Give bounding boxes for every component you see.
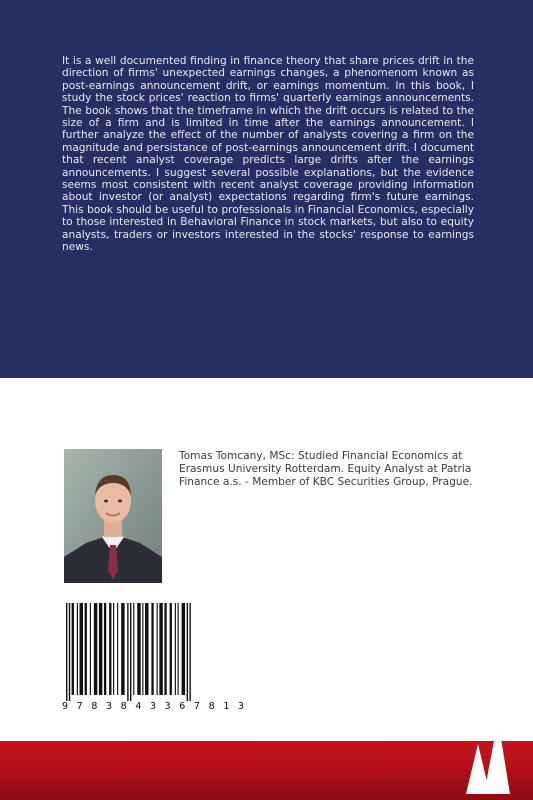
barcode-bar — [109, 603, 111, 695]
barcode-bar — [142, 603, 143, 695]
barcode-bar — [175, 603, 176, 695]
barcode-bar — [189, 603, 190, 701]
isbn-digit: 8 — [208, 701, 215, 712]
barcode-bar — [127, 603, 128, 701]
barcode-bar — [99, 603, 102, 695]
barcode-bar — [170, 603, 172, 695]
isbn-digit: 4 — [135, 701, 142, 712]
barcode-bar — [133, 603, 134, 695]
barcode-bar — [90, 603, 91, 695]
isbn-digit: 3 — [105, 701, 112, 712]
isbn-barcode — [58, 601, 246, 713]
barcode-bar — [66, 603, 67, 701]
barcode-bar — [145, 603, 148, 695]
barcode-bar — [121, 603, 124, 695]
barcode-bar — [117, 603, 118, 695]
barcode-bar — [113, 603, 114, 695]
barcode-bar — [80, 603, 83, 695]
barcode-bar — [104, 603, 106, 695]
barcode-bar — [157, 603, 158, 695]
isbn-number — [58, 701, 246, 713]
book-blurb: It is a well documented finding in finance theory that share prices drift in the direction of firms' unexpected earnings changes, a phenomenom known as post-earnings announcement drift, or earnings momentum. In this book, I study the stock prices' reaction to firms' quarterly earnings announcements. The book shows that the timeframe in which the drift occurs is related to the size of a firm and is limited in time after the earnings announcement. I further analyze the effect of the number of analysts covering a firm on the magnitude and persistance of post-earnings announcement drift. I document that recent analyst coverage predicts large drifts after the earnings announcements. I suggest several possible explanations, but the evidence seems most consistent with recent analyst coverage providing information about investor (or analyst) expectations regarding firm's future earnings. This book should be useful to professionals in Financial Economics, especially to those interested in Behavioral Finance in stock markets, but also to equity analysts, traders or investors interested in the stocks' response to earnings news. — [62, 55, 474, 254]
barcode-bar — [94, 603, 97, 695]
blurb-panel — [0, 0, 533, 378]
barcode-bar — [72, 603, 74, 695]
barcode-bar — [151, 603, 153, 695]
barcode-bar — [187, 603, 188, 701]
isbn-digit: 3 — [237, 701, 244, 712]
publisher-band — [0, 741, 533, 800]
isbn-digit: 1 — [223, 701, 230, 712]
barcode-bar — [182, 603, 185, 695]
barcode-bar — [77, 603, 78, 695]
isbn-digit: 9 — [62, 701, 69, 712]
isbn-digit: 6 — [179, 701, 186, 712]
isbn-digit: 7 — [193, 701, 200, 712]
isbn-digit: 3 — [164, 701, 171, 712]
barcode-bar — [85, 603, 87, 695]
isbn-digit: 7 — [76, 701, 83, 712]
isbn-digit: 3 — [149, 701, 156, 712]
isbn-digit: 8 — [120, 701, 127, 712]
barcode-bar — [137, 603, 140, 695]
author-bio: Tomas Tomcany, MSc: Studied Financial Economics at Erasmus University Rotterdam. Equity Analyst at Patria Finance a.s. - Member of KBC Securities Group, Prague. — [179, 450, 473, 489]
author-photo — [64, 449, 162, 583]
isbn-digit: 8 — [91, 701, 98, 712]
barcode-bar — [164, 603, 166, 695]
barcode-bar — [130, 603, 131, 701]
barcode-bar — [159, 603, 162, 695]
barcode-bar — [69, 603, 70, 701]
barcode-bar — [178, 603, 179, 695]
publisher-logo-icon — [462, 714, 512, 796]
